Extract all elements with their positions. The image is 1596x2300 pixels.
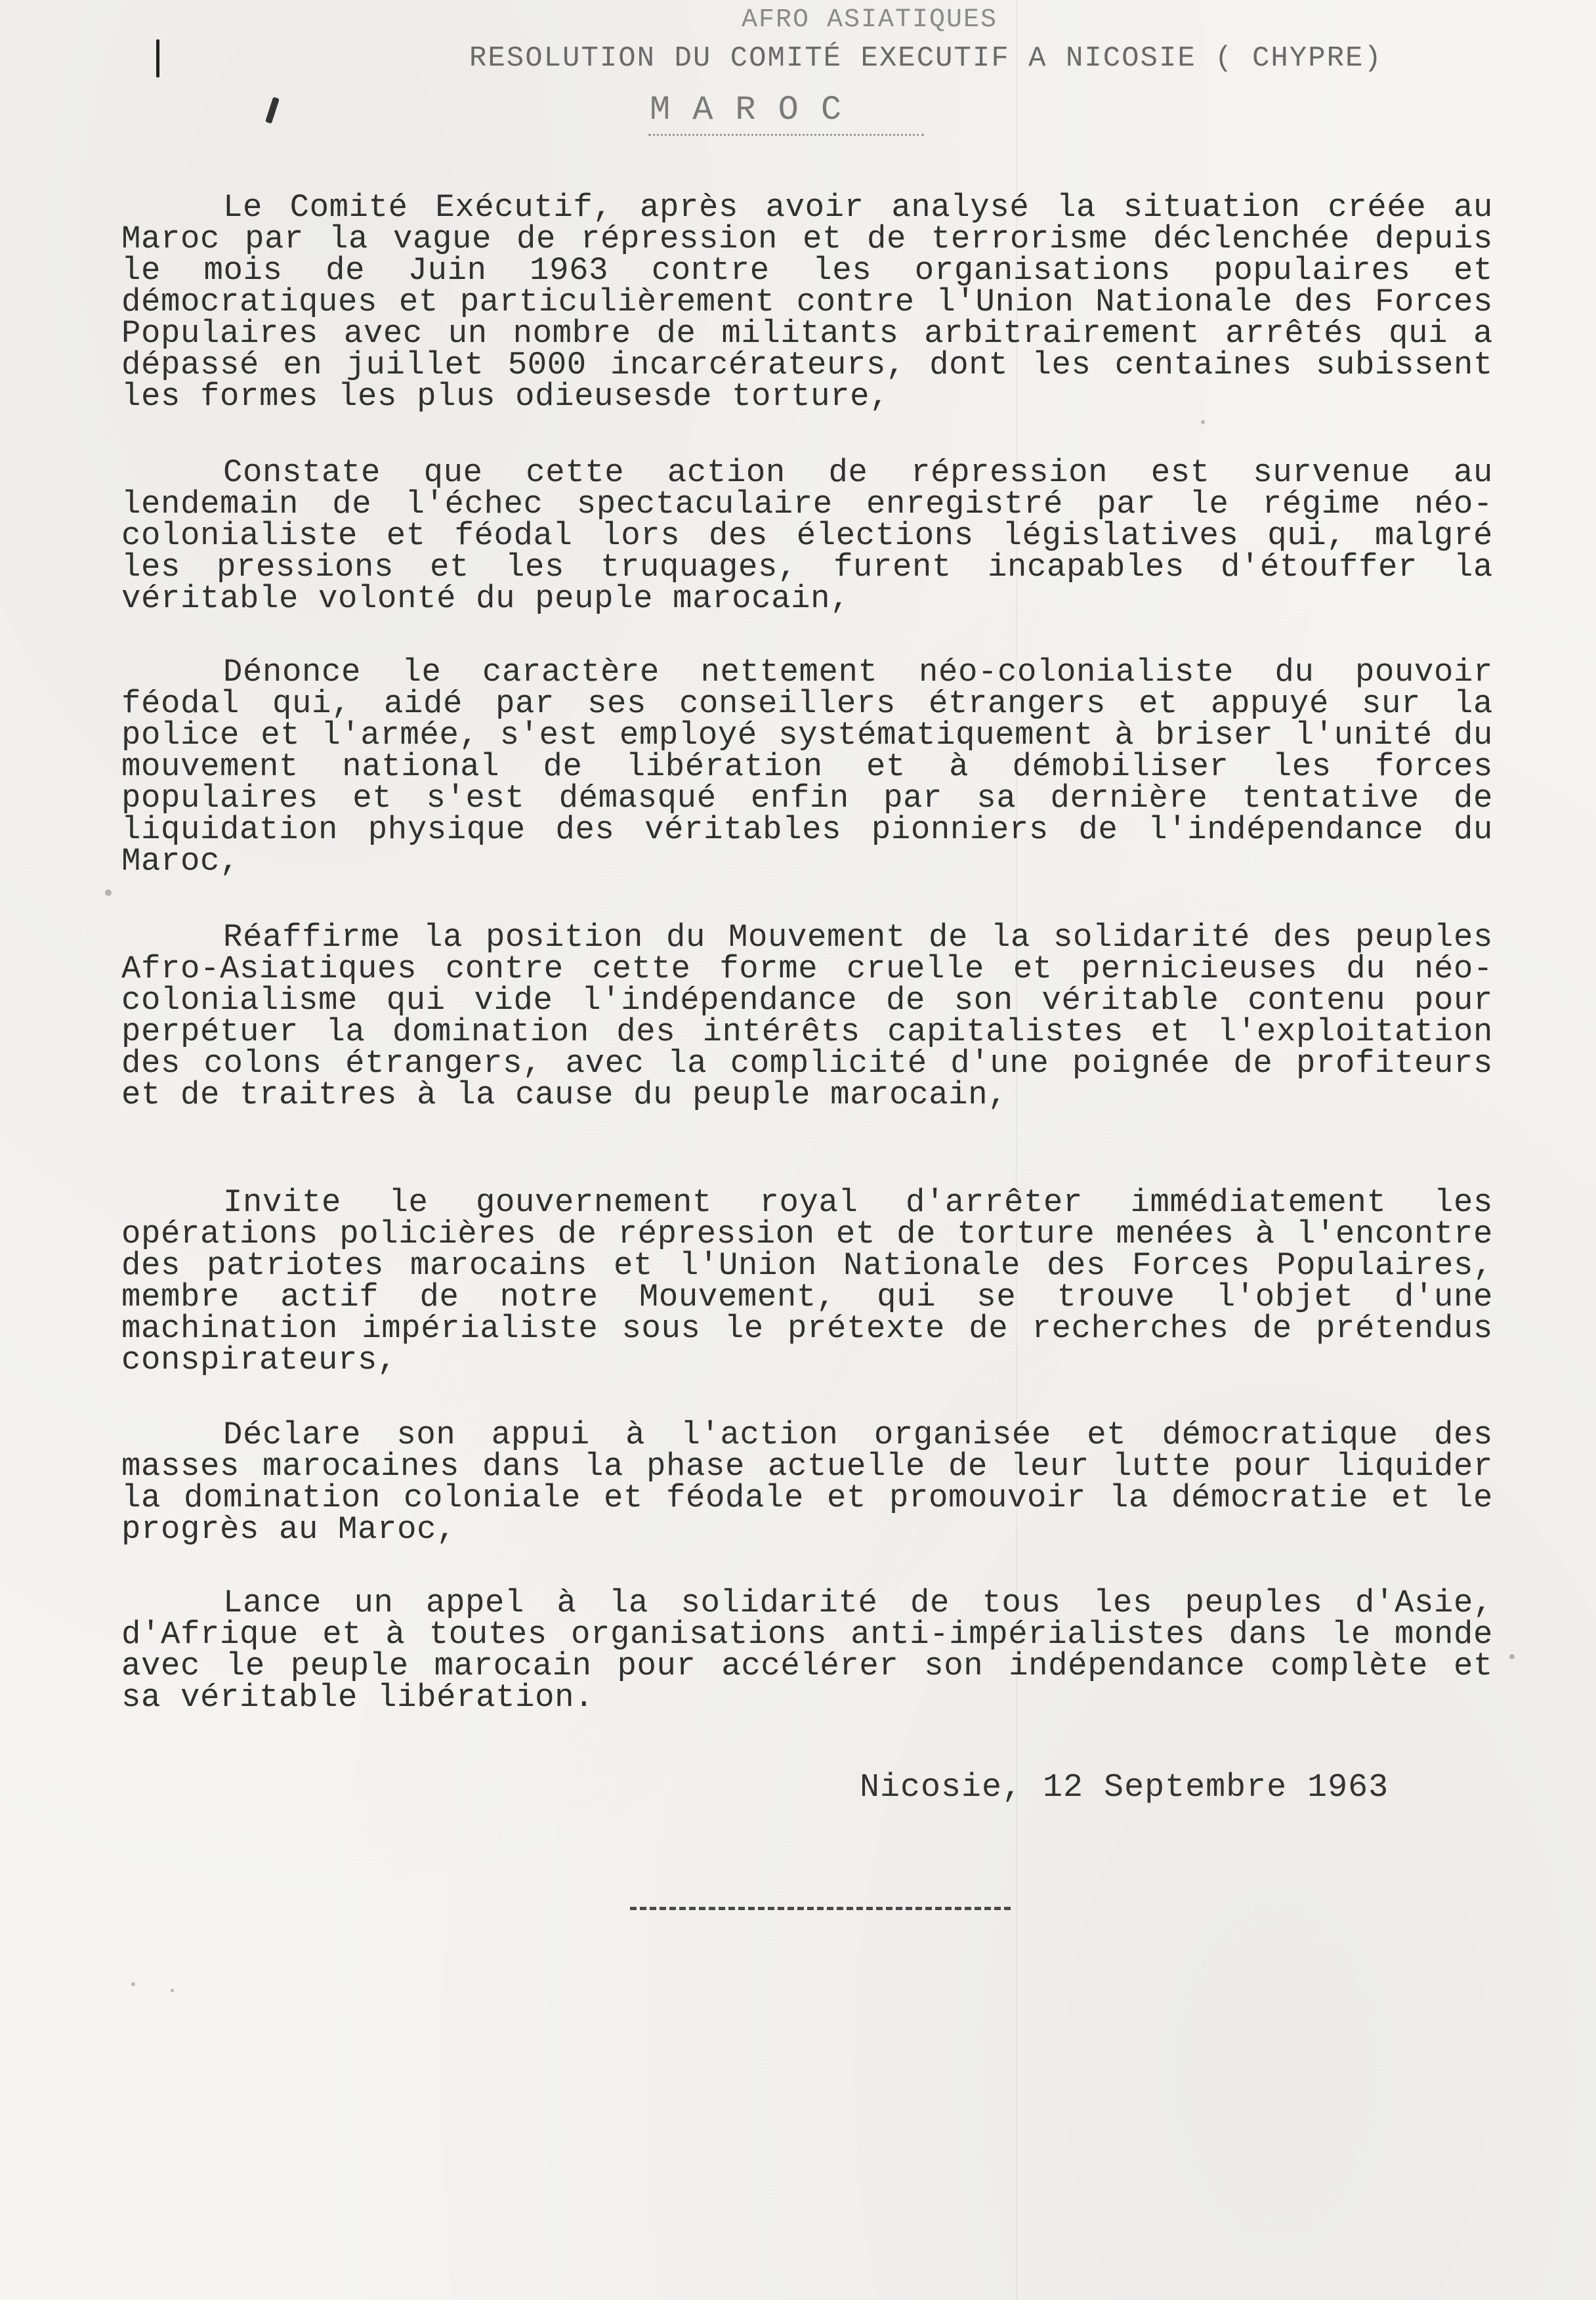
paragraph-denonce: Dénonce le caractère nettement néo-colonialiste du pouvoir féodal qui, aidé par ses conseillers étrangers et appuyé sur la police et l'armée, s'est employé systématiquement à briser l'unité du mouvement national de libération et à démobiliser les forces populaires et s'est démasqué enfin par sa dernière tentative de liquidation physique des véritables pionniers de l'indépendance du Maroc, [121, 654, 1493, 880]
signoff-place-date: Nicosie, 12 Septembre 1963 [860, 1769, 1389, 1806]
paper-speck [1509, 1654, 1515, 1659]
paper-speck [105, 889, 112, 896]
paragraph-reaffirme: Réaffirme la position du Mouvement de la solidarité des peuples Afro-Asiatiques contre cette forme cruelle et pernicieuses du néo-colonialisme qui vide l'indépendance de son véritable contenu pour perpétuer la domination des intérêts capitalistes et l'exploitation des colons étrangers, avec la complicité d'une poignée de profiteurs et de traitres à la cause du peuple marocain, [121, 919, 1493, 1113]
document-title: MAROC [650, 91, 864, 129]
closing-divider [630, 1907, 1011, 1910]
paragraph-invite: Invite le gouvernement royal d'arrêter immédiatement les opérations policières de répression et de torture menées à l'encontre des patriotes marocains et l'Union Nationale des Forces Populaires, membre actif de notre Mouvement, qui se trouve l'objet d'une machination impérialiste sous le prétexte de recherches de prétendus conspirateurs, [121, 1184, 1493, 1378]
header-organization: AFRO ASIATIQUES [742, 5, 998, 35]
paragraph-constate: Constate que cette action de répression est survenue au lendemain de l'échec spectaculaire enregistré par le régime néo-colonialiste et féodal lors des élections législatives qui, malgré les pressions et les truquages, furent incapables d'étouffer la véritable volonté du peuple marocain, [121, 454, 1493, 617]
margin-ink-dash [265, 96, 280, 123]
title-underline [648, 134, 924, 136]
paragraph-comite-executif: Le Comité Exécutif, après avoir analysé la situation créée au Maroc par la vague de répression et de terrorisme déclenchée depuis le mois de Juin 1963 contre les organisations populaires et démocratiques et particulièrement contre l'Union Nationale des Forces Populaires avec un nombre de militants arbitrairement arrêtés qui a dépassé en juillet 5000 incarcérateurs, dont les centaines subissent les formes les plus odieusesde torture, [121, 189, 1493, 415]
paragraph-declare: Déclare son appui à l'action organisée et démocratique des masses marocaines dans la phase actuelle de leur lutte pour liquider la domination coloniale et féodale et promouvoir la démocratie et le progrès au Maroc, [121, 1416, 1493, 1548]
paper-speck [131, 1982, 135, 1986]
margin-ink-mark [156, 39, 159, 77]
header-resolution: RESOLUTION DU COMITÉ EXECUTIF A NICOSIE ( CHYPRE) [469, 42, 1383, 75]
paragraph-lance: Lance un appel à la solidarité de tous les peuples d'Asie, d'Afrique et à toutes organisations anti-impérialistes dans le monde avec le peuple marocain pour accélérer son indépendance complète et sa véritable libération. [121, 1585, 1493, 1716]
paper-speck [171, 1989, 174, 1992]
paper-speck [1201, 420, 1205, 424]
